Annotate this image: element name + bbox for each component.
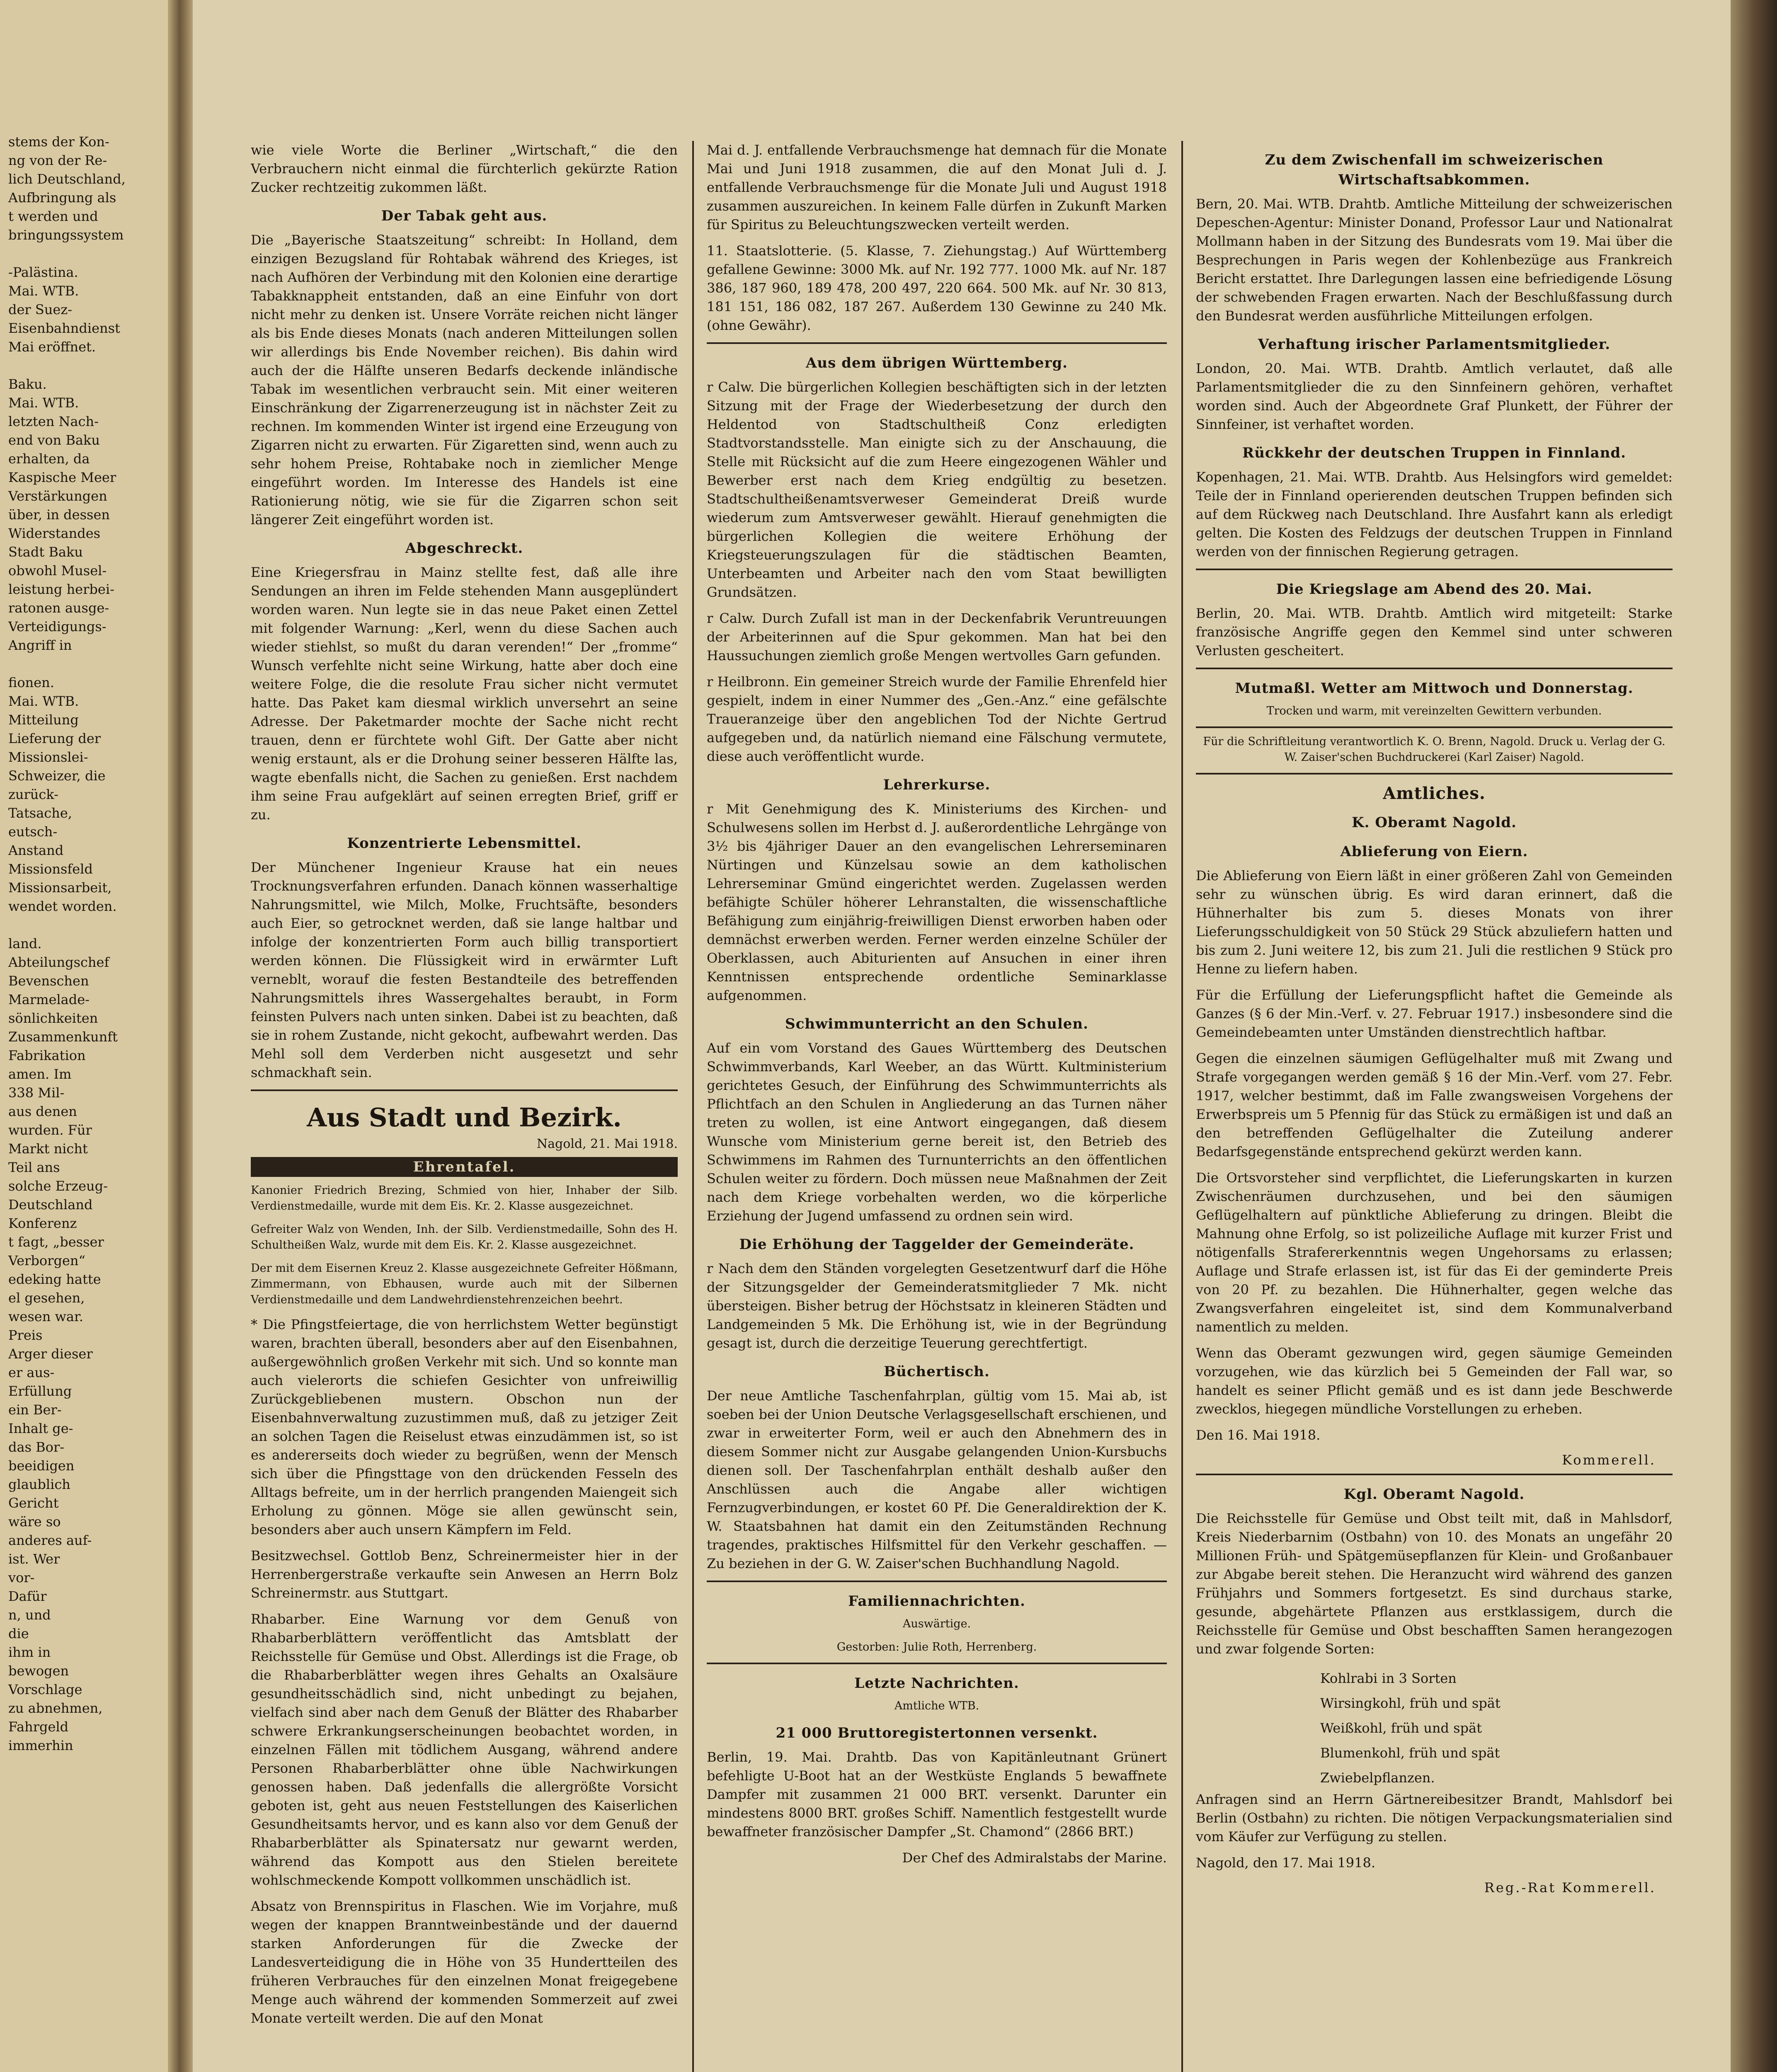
headline-kriegslage: Die Kriegslage am Abend des 20. Mai. (1276, 581, 1593, 598)
left-page-line: aus denen (8, 1104, 77, 1119)
left-page-line: Missionslei- (8, 749, 88, 765)
left-page-line: Dafür (8, 1588, 47, 1604)
article-schwimm: Auf ein vom Vorstand des Gaues Württemberg des Deutschen Schwimmverbands, Karl Weeber, an das Württ. Kultministerium gerichtetes Gesuch, der Einführung des Schwimmunterrichts als Pflichtfach an den Schulen in Angliederung an das Turnen näher treten zu wollen, ist eine Antwort eingegangen, daß diesem Wunsche vom Ministerium gerne bereit ist, den Betrieb des Schwimmens im Rahmen des Turnunterrichts an den öffentlichen Schulen weiter zu fördern. Doch müssen neue Maßnahmen der Zeit nach dem Kriege vorbehalten werden, wo die körperliche Erziehung der Jugend umfassend zu ordnen sein wird. (707, 1040, 1167, 1224)
left-page-line: Verstärkungen (8, 488, 107, 504)
divider (1196, 773, 1673, 775)
left-page-line: sönlichkeiten (8, 1010, 98, 1026)
headline-irisch: Verhaftung irischer Parlamentsmitglieder. (1258, 336, 1611, 353)
left-page-line: der Suez- (8, 302, 73, 317)
honor-entry: Der mit dem Eisernen Kreuz 2. Klasse ausgezeichnete Gefreiter Hößmann, Zimmermann, von Ebhausen, wurde auch mit der Silbernen Verdienstmedaille und dem Landwehrdienstehrenzeichen beehrt. (251, 1262, 678, 1306)
column-rule (1181, 141, 1183, 2072)
left-page-line: Schweizer, die (8, 768, 106, 784)
left-page-line: Baku. (8, 376, 47, 392)
left-page-line: wesen war. (8, 1309, 83, 1324)
left-page-line: anderes auf- (8, 1532, 92, 1548)
ehrentafel-banner: Ehrentafel. (251, 1157, 678, 1177)
headline-taggeld: Die Erhöhung der Taggelder der Gemeinderäte. (739, 1236, 1135, 1253)
left-page-line: Vorschlage (8, 1682, 82, 1697)
left-page-line: land. (8, 936, 42, 951)
left-page-line: Stadt Baku (8, 544, 83, 560)
article-text: wie viele Worte die Berliner „Wirtschaft,“ die den Verbrauchern nicht einmal die fürchterlich gekürzte Ration Zucker rechtzeitig zukommen läßt. (251, 142, 678, 195)
article-abgeschreckt: Eine Kriegersfrau in Mainz stellte fest, daß alle ihre Sendungen an ihren im Felde stehenden Mann ausgeplündert worden waren. Nun legte sie in das neue Paket einen Zettel mit folgender Warnung: „Kerl, wenn du diese Sachen auch wieder stiehlst, so mußt du daran verenden!“ Der „fromme“ Wunsch verfehlte nicht seine Wirkung, hatte aber doch eine weitere Folge, die die resolute Frau sicher nicht vermutet hatte. Das Paket kam diesmal wirklich unversehrt an seine Adresse. Der Paketmarder mochte der Sache nicht recht trauen, denn er fürchtete wohl Gift. Der Gatte aber nicht wenig erstaunt, als er die Drohung seiner besseren Hälfte las, wagte ebenfalls nicht, die Sachen zu genießen. Erst nachdem ihm seine Frau aufgeklärt auf seinen erregten Brief, griff er zu. (251, 564, 678, 823)
left-page-line: solche Erzeug- (8, 1178, 108, 1194)
left-page-line: Kaspische Meer (8, 470, 116, 485)
left-page-line: 338 Mil- (8, 1085, 65, 1101)
impressum: Für die Schriftleitung verantwortlich K. O. Brenn, Nagold. Druck u. Verlag der G. W. Zaiser'schen Buchdruckerei (Karl Zaiser) Nagold. (1203, 735, 1665, 764)
divider (1196, 569, 1673, 570)
headline-lebensmittel: Konzentrierte Lebensmittel. (347, 835, 582, 852)
sorten-list (1196, 1666, 1673, 1790)
left-page-line: Teil ans (8, 1159, 60, 1175)
headline-abgeschreckt: Abgeschreckt. (405, 540, 524, 557)
left-page-line: Fabrikation (8, 1048, 86, 1063)
headline-familie: Familiennachrichten. (848, 1593, 1025, 1610)
left-page-line: Lieferung der (8, 731, 101, 746)
headline-finnland: Rückkehr der deutschen Truppen in Finnland. (1242, 445, 1627, 461)
left-page-line: Mai eröffnet. (8, 339, 96, 355)
left-page-line: el gesehen, (8, 1290, 85, 1306)
left-page-line: ein Ber- (8, 1402, 62, 1418)
left-page-line: er aus- (8, 1365, 55, 1380)
left-page-line: Mai. WTB. (8, 693, 79, 709)
left-page-line: stems der Kon- (8, 134, 109, 150)
eier-paragraph: Wenn das Oberamt gezwungen wird, gegen säumige Gemeinden vorzugehen, wie das kürzlich bei 5 Gemeinden der Fall war, so handelt es seiner Pflicht gemäß und es ist dann jede Beschwerde zwecklos, hiegegen mündliche Vorstellungen zu erheben. (1196, 1345, 1673, 1417)
left-page-line: obwohl Musel- (8, 563, 107, 579)
left-page-line: Verborgen“ (8, 1253, 85, 1268)
left-page-line: end von Baku (8, 432, 100, 448)
sorte-item: Blumenkohl, früh und spät (1320, 1745, 1500, 1761)
gemuese-signature: Reg.-Rat Kommerell. (1484, 1880, 1656, 1895)
headline-schwimm: Schwimmunterricht an den Schulen. (785, 1016, 1089, 1032)
left-page-line (8, 916, 162, 934)
left-page-line (8, 655, 162, 673)
eier-signature: Kommerell. (1562, 1452, 1656, 1468)
left-page-fragment (0, 0, 174, 2072)
section-title: Aus Stadt und Bezirk. (307, 1102, 622, 1133)
left-page-line: bewogen (8, 1663, 69, 1679)
headline-wuerttemberg: Aus dem übrigen Württemberg. (806, 355, 1068, 371)
divider (707, 1581, 1167, 1582)
left-page-line: lich Deutschland, (8, 171, 126, 187)
article-brennspiritus: Absatz von Brennspiritus in Flaschen. Wie im Vorjahre, muß wegen der knappen Branntweinbestände und der dauernd starken Anforderungen für die Zwecke der Landesverteidigung die in Höhe von 35 Hundertteilen des früheren Verbrauches für den einzelnen Monat freigegebene Menge auch während der kommenden Sommerzeit auf zwei Monate verteilt werden. Die auf den Monat (251, 1898, 678, 2026)
column-rule (692, 141, 694, 2072)
honor-entry: Kanonier Friedrich Brezing, Schmied von hier, Inhaber der Silb. Verdienstmedaille, wurde mit dem Eis. Kr. 2. Klasse ausgezeichnet. (251, 1184, 678, 1213)
left-page-line: Missionsfeld (8, 861, 93, 877)
dateline: Nagold, 21. Mai 1918. (536, 1137, 678, 1151)
left-page-line: -Palästina. (8, 264, 78, 280)
gemuese-paragraph: Anfragen sind an Herrn Gärtnereibesitzer Brandt, Mahlsdorf bei Berlin (Ostbahn) zu richten. Die nötigen Verpackungsmaterialien sind vom Käufer zur Verfügung zu stellen. (1196, 1791, 1673, 1844)
sorte-item: Zwiebelpflanzen. (1320, 1770, 1435, 1786)
left-page-line: Bevenschen (8, 973, 89, 989)
left-page-line: immerhin (8, 1738, 73, 1753)
headline-wetter: Mutmaßl. Wetter am Mittwoch und Donnerstag. (1235, 680, 1634, 697)
article-text: Mai d. J. entfallende Verbrauchsmenge hat demnach für die Monate Mai und Juni 1918 zusammen, die auf den Monat Juli d. J. entfallende Verbrauchsmenge für die Monate Juli und August 1918 zusammen auszureichen. In keinem Falle dürfen in Zukunft Marken für Spiritus zu Beleuchtungszwecken verteilt werden. (707, 142, 1167, 232)
article-calw-2: r Calw. Durch Zufall ist man in der Deckenfabrik Veruntreuungen der Arbeiterinnen auf die Spur gekommen. Man hat bei den Haussuchungen ziemlich große Mengen wertvolles Garn gefunden. (707, 610, 1167, 663)
left-page-line: ratonen ausge- (8, 600, 109, 616)
eier-paragraph: Die Ortsvorsteher sind verpflichtet, die Lieferungskarten in kurzen Zwischenräumen durchzusehen, und bei den säumigen Geflügelhaltern auf pünktliche Ablieferung zu dringen. Bleibt die Mahnung ohne Erfolg, so ist polizeiliche Auflage mit kurzer Frist und nötigenfalls Strafererkenntnis wegen Ungehorsams zu erlassen; Auflage und Strafe erlassen ist, ist für das Ei der geminderte Preis von 20 Pf. zu bezahlen. Die Hühnerhalter, gegen welche das Zwangsverfahren eingeleitet ist, sind dem Kommunalverband namentlich zu melden. (1196, 1170, 1673, 1335)
headline-brutto: 21 000 Bruttoregistertonnen versenkt. (776, 1725, 1098, 1741)
article-schweiz: Bern, 20. Mai. WTB. Drahtb. Amtliche Mitteilung der schweizerischen Depeschen-Agentur: Minister Donand, Professor Laur und Nationalrat Mollmann haben in der Sitzung des Bundesrats vom 19. Mai über die Besprechungen in Paris wegen der Kohlenbezüge aus Frankreich Bericht erstattet. Ihre Darlegungen lassen eine befriedigende Lösung der schwebenden Fragen erwarten. Nach der Beschlußfassung durch den Bundesrat werden ausführliche Mitteilungen erfolgen. (1196, 196, 1673, 324)
left-page-line: Gericht (8, 1495, 59, 1511)
article-besitz: Besitzwechsel. Gottlob Benz, Schreinermeister hier in der Herrenbergerstraße verkaufte sein Anwesen an Herrn Bolz Schreinermstr. aus Stuttgart. (251, 1548, 678, 1601)
honor-entry: Gefreiter Walz von Wenden, Inh. der Silb. Verdienstmedaille, Sohn des H. Schultheißen Walz, wurde mit dem Eis. Kr. 2. Klasse ausgezeichnet. (251, 1223, 678, 1251)
left-page-line: n, und (8, 1607, 51, 1623)
left-page-line: beeidigen (8, 1458, 75, 1474)
column-1 (251, 141, 678, 2035)
article-rhabarber: Rhabarber. Eine Warnung vor dem Genuß von Rhabarberblättern veröffentlicht das Amtsblatt der Reichsstelle für Gemüse und Obst. Allerdings ist die Frage, ob die Rhabarberblätter wegen ihres Gehalts an Oxalsäure gesundheitsschädlich sind, nicht unbedingt zu bejahen, vielfach sind aber nach dem Genuß der Blätter des Rhabarber schwere Erkrankungserscheinungen beobachtet worden, in einzelnen Fällen mit tödlichem Ausgang, während andere Personen Rhabarberblätter ohne üble Nachwirkungen genossen haben. Daß jedenfalls die allergrößte Vorsicht geboten ist, geht aus neuen Feststellungen des Kaiserlichen Gesundheitsamts hervor, und es kann also vor dem Genuß der Rhabarberblätter als Spinatersatz nur gewarnt werden, während das Kompott aus den Stielen bereitete wohlschmeckende Kompott vollkommen unschädlich ist. (251, 1611, 678, 1888)
right-page (193, 0, 1731, 2072)
left-page-line: Aufbringung als (8, 190, 116, 206)
left-page-line: Widerstandes (8, 525, 101, 541)
left-page-line: leistung herbei- (8, 581, 114, 597)
wetter-text: Trocken und warm, mit vereinzelten Gewittern verbunden. (1266, 704, 1602, 717)
left-page-line: zu abnehmen, (8, 1700, 103, 1716)
page-edge (1731, 0, 1777, 2072)
eier-paragraph: Die Ablieferung von Eiern läßt in einer größeren Zahl von Gemeinden sehr zu wünschen übrig. Es wird daran erinnert, daß die Hühnerhalter bis zum 5. dieses Monats von ihrer Lieferungsschuldigkeit von 50 Stück 29 Stück abzuliefern hatten und bis zum 2. Juni weitere 12, bis zum 21. Juli die restlichen 9 Stück pro Henne zu liefern haben. (1196, 868, 1673, 977)
left-page-line: Erfüllung (8, 1383, 72, 1399)
divider (1196, 1474, 1673, 1475)
left-page-line: Deutschland (8, 1197, 93, 1213)
left-page-line: t fagt, „besser (8, 1234, 104, 1250)
left-page-line: Konferenz (8, 1215, 77, 1231)
left-page-line (8, 356, 162, 375)
headline-schweiz: Zu dem Zwischenfall im schweizerischen Wirtschaftsabkommen. (1265, 152, 1604, 188)
left-page-line: Fahrgeld (8, 1719, 69, 1735)
left-page-line: Mitteilung (8, 712, 79, 728)
left-page-line: die (8, 1626, 29, 1641)
left-page-line: edeking hatte (8, 1271, 101, 1287)
divider (1196, 726, 1673, 728)
article-kriegslage: Berlin, 20. Mai. WTB. Drahtb. Amtlich wird mitgeteilt: Starke französische Angriffe gegen den Kemmel sind unter schweren Verlusten gescheitert. (1196, 605, 1673, 658)
brutto-signature: Der Chef des Admiralstabs der Marine. (902, 1850, 1167, 1866)
left-page-line: Anstand (8, 842, 64, 858)
left-page-line: ng von der Re- (8, 152, 107, 168)
left-page-text-column (8, 133, 162, 1755)
left-page-line: Angriff in (8, 637, 72, 653)
column-2 (707, 141, 1167, 1875)
article-pfingst: * Die Pfingstfeiertage, die von herrlichstem Wetter begünstigt waren, brachten überall, besonders aber auf den Eisenbahnen, außergewöhnlich großen Verkehr mit sich. Und so konnte man auch vielerorts die schiefen Gesichter von unfreiwillig Zurückgebliebenen mustern. Obschon nun der Eisenbahnverwaltung zuzustimmen muß, daß zu jetziger Zeit an solchen Tagen die Reiselust etwas einzudämmen ist, so ist es andererseits doch wieder zu begrüßen, wenn der Mensch sich über die Pfingsttage von den drückenden Fesseln des Alltags befreite, um in der herrlich prangenden Maiengeit sich Erholung zu gönnen. Möge sie allen gewünscht sein, besonders aber auch unsern Kämpfern im Feld. (251, 1317, 678, 1537)
left-page-line: wendet worden. (8, 898, 117, 914)
left-page-line: über, in dessen (8, 507, 110, 523)
oberamt-heading: K. Oberamt Nagold. (1352, 814, 1517, 831)
gemuese-date: Nagold, den 17. Mai 1918. (1196, 1855, 1376, 1871)
headline-tabak: Der Tabak geht aus. (381, 208, 548, 224)
left-page-line: Mai. WTB. (8, 395, 79, 411)
article-heilbronn: r Heilbronn. Ein gemeiner Streich wurde der Familie Ehrenfeld hier gespielt, indem in einer Nummer des „Gen.-Anz.“ eine gefälschte Traueranzeige über den angeblichen Tod der Nichte Gertrud aufgegeben und, da natürlich niemand eine Fälschung vermutete, diese auch veröffentlicht wurde. (707, 674, 1167, 764)
left-page-line: Abteilungschef (8, 954, 109, 970)
left-page-line: amen. Im (8, 1066, 72, 1082)
left-page-line: Zusammenkunft (8, 1029, 118, 1045)
left-page-line: Marmelade- (8, 992, 90, 1007)
article-irisch: London, 20. Mai. WTB. Drahtb. Amtlich verlautet, daß alle Parlamentsmitglieder die zu den Sinnfeinern gehören, verhaftet worden sind. Auch der Abgeordnete Graf Plunkett, der Führer der Sinnfeiner, ist verhaftet worden. (1196, 361, 1673, 432)
eier-paragraph: Für die Erfüllung der Lieferungspflicht haftet die Gemeinde als Ganzes (§ 6 der Min.-Verf. v. 27. Februar 1917.) insbesondere sind die Gemeindebeamten unter Umständen dienstrechtlich haftbar. (1196, 987, 1673, 1040)
article-buecher: Der neue Amtliche Taschenfahrplan, gültig vom 15. Mai ab, ist soeben bei der Union Deutsche Verlagsgesellschaft erschienen, und zwar in erweiterter Form, weil er auch den Abnehmern des in diesem Sommer nicht zur Ausgabe gelangenden Union-Kursbuchs dienen soll. Der Taschenfahrplan enthält deshalb außer den Anschlüssen auch die Angabe aller wichtigen Fernzugverbindungen, er kostet 60 Pf. Die Generaldirektion der K. W. Staatsbahnen hat damit ein den Zeitumständen Rechnung tragendes, praktisches Hilfsmittel für den Verkehr geschaffen. — Zu beziehen in der G. W. Zaiser'schen Buchhandlung Nagold. (707, 1388, 1167, 1571)
left-page-line: fionen. (8, 675, 54, 690)
sorte-item: Kohlrabi in 3 Sorten (1320, 1670, 1457, 1686)
left-page-line: Eisenbahndienst (8, 320, 120, 336)
left-page-line: t werden und (8, 208, 98, 224)
familie-sub: Auswärtige. (902, 1617, 971, 1630)
gemuese-paragraph: Die Reichsstelle für Gemüse und Obst teilt mit, daß in Mahlsdorf, Kreis Niederbarnim (Ostbahn) von 10. des Monats an ungefähr 20 Millionen Früh- und Spätgemüsepflanzen für Klein- und Großanbauer zur Abgabe bereit stehen. Die Heranzucht wird während des ganzen Frühjahrs und Sommers fortgesetzt. Es sind durchaus starke, gesunde, abgehärtete Pflanzen aus erstklassigem, durch die Reichsstelle für Gemüse und Obst beschafften Samen herangezogen und zwar folgende Sorten: (1196, 1510, 1673, 1657)
left-page-line: wurden. Für (8, 1122, 92, 1138)
left-page-line: Verteidigungs- (8, 619, 107, 634)
left-page-line: Arger dieser (8, 1346, 93, 1362)
headline-letzte: Letzte Nachrichten. (854, 1675, 1019, 1692)
left-page-line: Inhalt ge- (8, 1421, 73, 1436)
headline-amtliches: Amtliches. (1383, 784, 1486, 803)
letzte-sub: Amtliche WTB. (894, 1699, 979, 1712)
left-page-line: letzten Nach- (8, 414, 99, 429)
left-page-line: Preis (8, 1327, 43, 1343)
left-page-line: zurück- (8, 787, 58, 802)
left-page-line: glaublich (8, 1477, 70, 1492)
eier-paragraph: Gegen die einzelnen säumigen Geflügelhalter muß mit Zwang und Strafe vorgegangen werden gemäß § 16 der Min.-Verf. vom 27. Febr. 1917, welcher bestimmt, daß im Falle zwangsweisen Vorgehens der Erwerbspreis um 5 Pfennig für das Stück zu ermäßigen ist und daß an den betreffenden Geflügelhalter die Zuteilung anderer Bedarfsgegenstände entsprechend gekürzt werden kann. (1196, 1051, 1673, 1159)
divider (707, 342, 1167, 344)
divider (707, 1663, 1167, 1664)
eier-date: Den 16. Mai 1918. (1196, 1427, 1321, 1443)
left-page-line: ist. Wer (8, 1551, 60, 1567)
article-lotterie: 11. Staatslotterie. (5. Klasse, 7. Ziehungstag.) Auf Württemberg gefallene Gewinne: 3000 Mk. auf Nr. 192 777. 1000 Mk. auf Nr. 187 386, 187 960, 189 478, 200 497, 220 664. 500 Mk. auf Nr. 30 813, 181 151, 186 082, 187 267. Außerdem 130 Gewinne zu 240 Mk. (ohne Gewähr). (707, 243, 1167, 333)
headline-buecher: Büchertisch. (884, 1363, 990, 1380)
left-page-line: Missionsarbeit, (8, 880, 112, 896)
left-page-line: erhalten, da (8, 451, 90, 467)
left-page-line: Mai. WTB. (8, 283, 79, 299)
divider (251, 1089, 678, 1091)
headline-lehrer: Lehrerkurse. (883, 777, 991, 793)
left-page-line: das Bor- (8, 1439, 65, 1455)
article-lehrer: r Mit Genehmigung des K. Ministeriums des Kirchen- und Schulwesens sollen im Herbst d. J. außerordentliche Lehrgänge von 3½ bis 4jähriger Dauer an den evangelischen Lehrerseminaren Nürtingen und Künzelsau sowie an dem katholischen Lehrerseminar Gmünd eingerichtet werden. Zugelassen werden befähigte Schüler höherer Lehranstalten, die wissenschaftliche Befähigung zum einjährig-freiwilligen Dienst erworben haben oder demnächst erwerben werden. Ferner werden einzelne Schüler der Oberklassen, auch Abiturienten auf Ansuchen in einer ihren Kenntnissen entsprechende ordentliche Seminarklasse aufgenommen. (707, 801, 1167, 1003)
article-calw-1: r Calw. Die bürgerlichen Kollegien beschäftigten sich in der letzten Sitzung mit der Frage der Wiederbesetzung der durch den Heldentod von Stadtschultheiß Conz erledigten Stadtvorstandsstelle. Man einigte sich zu der Anschauung, die Stelle mit Rücksicht auf die zum Heere eingezogenen Wähler und Bewerber erst nach dem Krieg endgültig zu besetzen. Stadtschultheißenamtsverweser Gemeinderat Dreiß wurde wiederum zum Amtsverweser gewählt. Hierauf genehmigten die bürgerlichen Kollegien die weitere Erhöhung der Kriegsteuerungszulagen für die städtischen Beamten, Unterbeamten und Arbeiter nach den vom Staat bewilligten Grundsätzen. (707, 379, 1167, 600)
oberamt-heading: Kgl. Oberamt Nagold. (1343, 1486, 1525, 1503)
article-brutto: Berlin, 19. Mai. Drahtb. Das von Kapitänleutnant Grünert befehligte U-Boot hat an der Westküste Englands 5 bewaffnete Dampfer mit zusammen 21 000 BRT. versenkt. Darunter ein mindestens 8000 BRT. großes Schiff. Namentlich festgestellt wurde bewaffneter französischer Dampfer „St. Chamond“ (2866 BRT.) (707, 1749, 1167, 1840)
article-finnland: Kopenhagen, 21. Mai. WTB. Drahtb. Aus Helsingfors wird gemeldet: Teile der in Finnland operierenden deutschen Truppen befinden sich auf dem Rückweg nach Deutschland. Ihre Ausfahrt kann als erledigt gelten. Die Kosten des Feldzugs der deutschen Truppen in Finnland werden von der finnischen Regierung getragen. (1196, 469, 1673, 559)
familie-entry: Gestorben: Julie Roth, Herrenberg. (836, 1641, 1037, 1653)
article-tabak: Die „Bayerische Staatszeitung“ schreibt: In Holland, dem einzigen Bezugsland für Rohtabak während des Krieges, ist nach Aufhören der Verbindung mit den Kolonien eine derartige Tabakknappheit entstanden, daß an eine Einfuhr von dort nicht mehr zu denken ist. Unsere Vorräte reichen nicht länger als bis Ende dieses Monats (nach anderen Mitteilungen sollen wir allerdings bis Ende November reichen). Bis dahin wird auch der die Hälfte unseren Bedarfs deckende inländische Tabak im wesentlichen verbraucht sein. Mit einer weiteren Einschränkung der Zigarrenerzeugung ist in nächster Zeit zu rechnen. Im kommenden Winter ist irgend eine Erzeugung von Zigarren nicht zu erwarten. Für Zigaretten sind, wenn auch zu sehr hohem Preise, Rohtabake noch in ziemlicher Menge eingeführt worden. Im Interesse des Handels ist eine Rationierung nötig, wie sie für die Zigarren schon seit längerer Zeit eingeführt worden ist. (251, 232, 678, 528)
left-page-line: bringungssystem (8, 227, 124, 243)
article-taggeld: r Nach dem den Ständen vorgelegten Gesetzentwurf darf die Höhe der Sitzungsgelder der Gemeinderatsmitglieder 7 Mk. nicht übersteigen. Bisher betrug der Höchstsatz in kleineren Städten und Landgemeinden 5 Mk. Die Erhöhung ist, wie in der Begründung gesagt ist, durch die derzeitige Teuerung gerechtfertigt. (707, 1261, 1167, 1351)
left-page-line: ihm in (8, 1644, 51, 1660)
left-page-line: wäre so (8, 1514, 61, 1530)
left-page-line: Tatsache, (8, 805, 72, 821)
sorte-item: Wirsingkohl, früh und spät (1320, 1695, 1501, 1711)
left-page-line (8, 244, 162, 263)
sorte-item: Weißkohl, früh und spät (1320, 1720, 1482, 1736)
left-page-line: eutsch- (8, 824, 58, 840)
article-lebensmittel: Der Münchener Ingenieur Krause hat ein neues Trocknungsverfahren erfunden. Danach können wasserhaltige Nahrungsmittel, wie Milch, Molke, Fruchtsäfte, besonders auch Eier, so getrocknet werden, daß sie lange haltbar und infolge der konzentrierten Form auch billig transportiert werden können. Die Flüssigkeit wird in erwärmter Luft verneblt, worauf die festen Bestandteile des betreffenden Nahrungsmittels ihres Wassergehaltes beraubt, in Form feinsten Pulvers nach unten sinken. Dabei ist zu beachten, daß sie in rohem Zustande, nicht gekocht, aufbewahrt werden. Das Mehl soll dem Verderben nicht ausgesetzt und sehr schmackhaft sein. (251, 859, 678, 1080)
left-page-line: vor- (8, 1570, 35, 1585)
eier-title: Ablieferung von Eiern. (1340, 843, 1528, 860)
left-page-line: Markt nicht (8, 1141, 88, 1157)
column-3 (1196, 141, 1673, 1895)
divider (1196, 668, 1673, 669)
